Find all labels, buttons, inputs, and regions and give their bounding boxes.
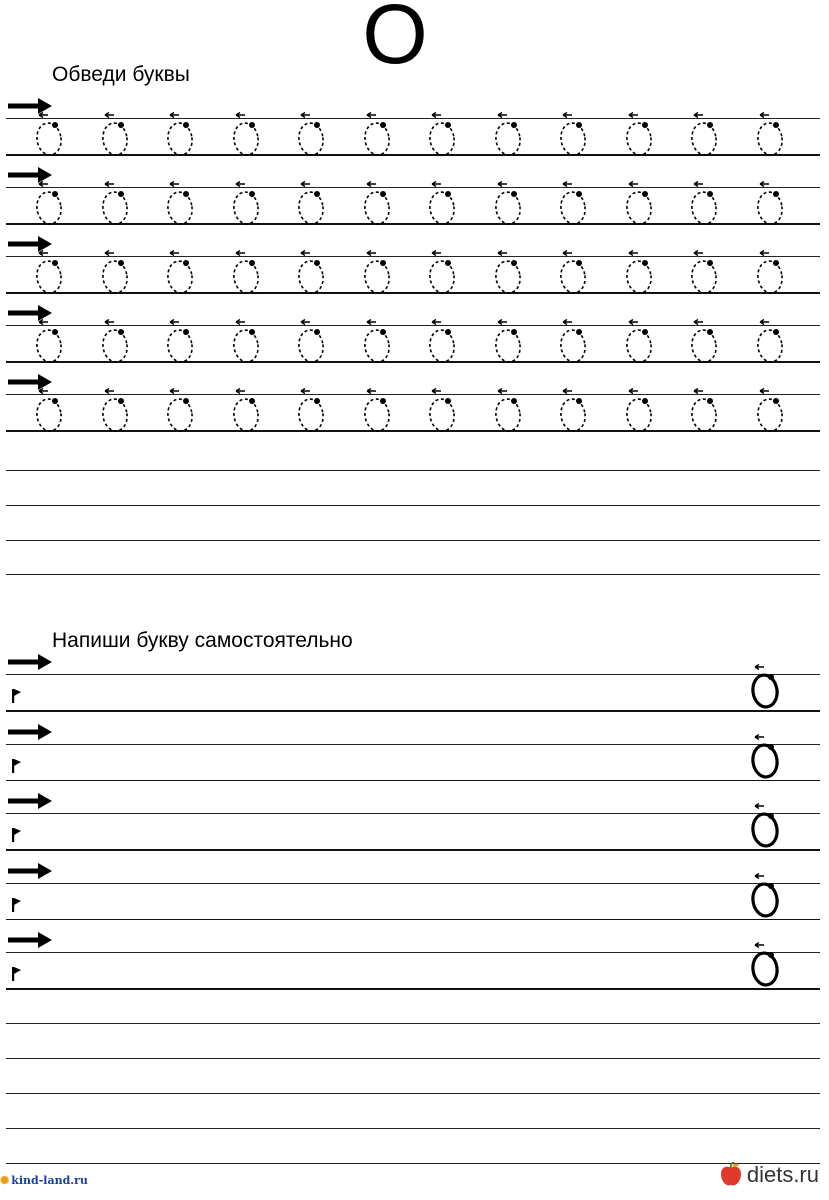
dotted-letter-o-icon bbox=[161, 319, 201, 365]
dotted-letter-o-icon bbox=[423, 388, 463, 434]
guide-line-top bbox=[6, 813, 820, 814]
dotted-letter-o-icon bbox=[30, 319, 70, 365]
writing-line bbox=[6, 470, 820, 471]
solid-letter-o-icon bbox=[746, 803, 786, 849]
dotted-letter-o-icon bbox=[489, 319, 529, 365]
dotted-letter-o-icon bbox=[751, 319, 791, 365]
arrow-right-icon bbox=[8, 653, 52, 671]
dotted-letter-o-icon bbox=[554, 319, 594, 365]
dotted-letter-o-icon bbox=[620, 112, 660, 158]
dotted-letter-o-icon bbox=[96, 388, 136, 434]
dotted-letter-o-icon bbox=[620, 388, 660, 434]
solid-letter-o-icon bbox=[746, 873, 786, 919]
guide-line-top bbox=[6, 744, 820, 745]
start-flag-icon bbox=[10, 827, 24, 843]
start-flag-icon bbox=[10, 688, 24, 704]
start-flag-icon bbox=[10, 758, 24, 774]
guide-line-bottom bbox=[6, 849, 820, 851]
title-letter: О bbox=[362, 0, 428, 81]
dotted-letter-o-icon bbox=[30, 250, 70, 296]
arrow-right-icon bbox=[8, 792, 52, 810]
write-heading: Напиши букву самостоятельно bbox=[52, 629, 353, 652]
dotted-letter-o-icon bbox=[161, 388, 201, 434]
dotted-letter-o-icon bbox=[685, 250, 725, 296]
dotted-letter-o-icon bbox=[358, 250, 398, 296]
dotted-letter-o-icon bbox=[30, 112, 70, 158]
writing-line bbox=[6, 1128, 820, 1129]
dotted-letter-o-icon bbox=[161, 250, 201, 296]
writing-line bbox=[6, 1023, 820, 1024]
dotted-letter-o-icon bbox=[227, 319, 267, 365]
dotted-letter-o-icon bbox=[554, 181, 594, 227]
guide-line-bottom bbox=[6, 710, 820, 712]
dotted-letter-o-icon bbox=[620, 319, 660, 365]
dotted-letter-o-icon bbox=[554, 388, 594, 434]
dotted-letter-o-icon bbox=[423, 250, 463, 296]
dotted-letter-o-icon bbox=[292, 388, 332, 434]
dotted-letter-o-icon bbox=[751, 112, 791, 158]
dotted-letter-o-icon bbox=[751, 388, 791, 434]
footer-logo-right bbox=[719, 1162, 819, 1188]
dotted-letter-o-icon bbox=[30, 388, 70, 434]
writing-line bbox=[6, 1058, 820, 1059]
writing-line bbox=[6, 1163, 820, 1164]
sun-logo-icon: ✺ bbox=[0, 1174, 10, 1187]
arrow-right-icon bbox=[8, 723, 52, 741]
writing-line bbox=[6, 540, 820, 541]
apple-logo-icon bbox=[719, 1162, 743, 1188]
dotted-letter-o-icon bbox=[489, 250, 529, 296]
dotted-letter-o-icon bbox=[227, 112, 267, 158]
dotted-letter-o-icon bbox=[292, 112, 332, 158]
solid-letter-o-icon bbox=[746, 942, 786, 988]
dotted-letter-o-icon bbox=[423, 112, 463, 158]
dotted-letter-o-icon bbox=[358, 181, 398, 227]
dotted-letter-o-icon bbox=[489, 181, 529, 227]
dotted-letter-o-icon bbox=[161, 112, 201, 158]
dotted-letter-o-icon bbox=[358, 319, 398, 365]
trace-heading: Обведи буквы bbox=[52, 63, 190, 86]
dotted-letter-o-icon bbox=[292, 250, 332, 296]
dotted-letter-o-icon bbox=[30, 181, 70, 227]
dotted-letter-o-icon bbox=[751, 250, 791, 296]
dotted-letter-o-icon bbox=[358, 388, 398, 434]
guide-line-bottom bbox=[6, 919, 820, 921]
solid-letter-o-icon bbox=[746, 664, 786, 710]
guide-line-bottom bbox=[6, 988, 820, 990]
footer-site-right: diets.ru bbox=[746, 1162, 819, 1187]
guide-line-top bbox=[6, 674, 820, 675]
dotted-letter-o-icon bbox=[423, 181, 463, 227]
dotted-letter-o-icon bbox=[685, 181, 725, 227]
dotted-letter-o-icon bbox=[489, 112, 529, 158]
dotted-letter-o-icon bbox=[620, 250, 660, 296]
dotted-letter-o-icon bbox=[489, 388, 529, 434]
arrow-right-icon bbox=[8, 862, 52, 880]
solid-letter-o-icon bbox=[746, 734, 786, 780]
arrow-right-icon bbox=[8, 931, 52, 949]
dotted-letter-o-icon bbox=[96, 250, 136, 296]
dotted-letter-o-icon bbox=[96, 181, 136, 227]
dotted-letter-o-icon bbox=[554, 112, 594, 158]
start-flag-icon bbox=[10, 966, 24, 982]
guide-line-bottom bbox=[6, 780, 820, 782]
dotted-letter-o-icon bbox=[227, 388, 267, 434]
dotted-letter-o-icon bbox=[227, 181, 267, 227]
dotted-letter-o-icon bbox=[292, 319, 332, 365]
writing-line bbox=[6, 505, 820, 506]
dotted-letter-o-icon bbox=[227, 250, 267, 296]
dotted-letter-o-icon bbox=[751, 181, 791, 227]
dotted-letter-o-icon bbox=[685, 388, 725, 434]
guide-line-top bbox=[6, 952, 820, 953]
dotted-letter-o-icon bbox=[554, 250, 594, 296]
dotted-letter-o-icon bbox=[685, 112, 725, 158]
dotted-letter-o-icon bbox=[358, 112, 398, 158]
dotted-letter-o-icon bbox=[96, 319, 136, 365]
dotted-letter-o-icon bbox=[161, 181, 201, 227]
writing-line bbox=[6, 1093, 820, 1094]
dotted-letter-o-icon bbox=[423, 319, 463, 365]
dotted-letter-o-icon bbox=[96, 112, 136, 158]
writing-line bbox=[6, 574, 820, 575]
dotted-letter-o-icon bbox=[292, 181, 332, 227]
footer-logo-left bbox=[0, 1174, 88, 1187]
footer-site-left: kind-land.ru bbox=[11, 1174, 88, 1187]
dotted-letter-o-icon bbox=[685, 319, 725, 365]
guide-line-top bbox=[6, 883, 820, 884]
start-flag-icon bbox=[10, 897, 24, 913]
dotted-letter-o-icon bbox=[620, 181, 660, 227]
